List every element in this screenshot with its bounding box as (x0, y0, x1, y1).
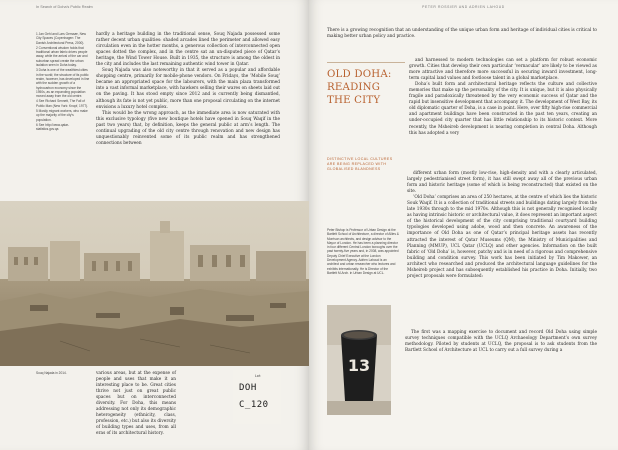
left-bottom-text: various areas, but at the expense of people and uses that make it an interesting place to be. Great cities thrive not just on great public spaces but on interconnected diversity. For Doha, this means addressing not only its demographic heterogeneity (ethnicity, class, profession, etc.) but also its diversity of building types and uses, from all eras of its architectural history. (96, 371, 176, 437)
body-paragraph: ‘Old Doha’ comprises an area of 250 hectares, at the centre of which lies the historic Souk Waqif. It is a collection of traditional streets and buildings dating largely from the late 1930s through to the mid 1970s. Although this is not generally recognised locally as having intrinsic historic or architectural value, it does represent an important aspect of the historical development of the city comprising traditional courtyard building typologies developed using adobe, wood and then concrete. An awareness of the importance of Old Doha as one of Qatar’s principal heritage assets has recently attracted the interest of Qatar Museums (QM), the Ministry of Municipalities and Planning (MMUP), UCL Qatar (UCLQ) and other agencies. Information on the built fabric of ‘Old Doha’ is, however, patchy and is in need of a rigorous and comprehensive building and condition survey. This work has been initiated by Tim Makower, an architect who researched and produced the architectural language guidelines for the Msheireb project and has subsequently established his practice in Doha. Initially, two project proposals were formulated: (407, 195, 597, 279)
body-paragraph: This would be the wrong approach, as the immediate area is now saturated with this exclusive typology (five new boutique hotels have opened in Souq Waqif in the past two years) that, by definition, keeps the general public at arm’s length. The continual upgrading of the old city centre through renovation and new design has unquestionably reinvented some of its public realm and has strengthened connections between (96, 110, 280, 146)
doh-label-line: DOH (239, 383, 257, 393)
doh-label-photo (233, 370, 281, 424)
right-page (309, 0, 618, 450)
right-upper-column (409, 58, 597, 137)
cup-illustration (327, 305, 391, 415)
body-paragraph: The first was a mapping exercise to document and record Old Doha using simple survey techniques compatible with the UCLQ Archaeology Department’s own survey methodology. Piloted by students at UCLQ, the proposal is to ask students from the Bartlett School of Architecture at UCL to carry out a full survey during a (405, 330, 597, 354)
body-paragraph: There is a growing recognition that an understanding of the unique urban form and heritage of individual cities is critical to making better urban policy and practice. (327, 28, 597, 40)
footnote: 2 Conventional wisdom holds that traditional urban fabric drives people away, while the arrival of the car and suburban sprawl create the urban isolation seen in Doha today. (36, 45, 88, 68)
cup-photo (327, 305, 391, 415)
running-head-right: PETER ROSSIER AND ADRIEN LAHOUD (422, 5, 505, 9)
right-top-text (327, 28, 597, 40)
body-paragraph: different urban form (mostly low-rise, high-density and with a clearly articulated, largely pedestrianised street form), it has still swept away all of the previous urban form and historic heritage (some of which is being reconstructed) that existed on the site. (407, 171, 597, 195)
footnote: 5 Mostly migrant workers, who make up the majority of the city’s population. (36, 109, 88, 122)
body-paragraph: Souq Najada was also noteworthy in that it served as a popular and affordable shopping centre, primarily for mobile-phone vendors. On Fridays, the ‘Mobile Souq’ became an appropriated space for the labourers, with the main plaza transformed into a vast informal marketplace, with hawkers selling their wares on sheets laid out on the paving. It has stood empty since 2012 and is currently being dismantled, although its fate is not yet public, more than one proposal circulating on the internet envisions a luxury hotel complex. (96, 68, 280, 110)
footnotes (36, 32, 90, 133)
body-paragraph: and harnessed to modern technologies can set a platform for robust economic growth. Cities that develop their own particular ‘vernacular’ are likely to be viewed as more attractive and therefore more successful in securing inward investment, long-term capital land values and footloose talent in a global marketplace. (409, 58, 597, 82)
left-body-column (96, 32, 280, 147)
footnote: 6 See http://www.qatar-statistics.gov.qa (36, 122, 70, 132)
doh-label-line: C_120 (239, 400, 269, 410)
photo-caption: Souq Najada in 2014. (36, 371, 67, 375)
cup-number: 13 (347, 356, 371, 375)
footnote: 4 See Richard Sennett, The Fall of Public Man (New York: Knopf, 1977). (36, 99, 89, 108)
section-headline: OLD DOHA: READING THE CITY (327, 69, 392, 106)
right-lower-column (407, 171, 597, 280)
author-bio: Peter Bishop is Professor of Urban Design at the Bartlett School of Architecture, a director of Allies & Morrison architects, and design advisor to the Mayor of London. He has been a planning director in four different Central London boroughs over the past twenty-five years and, in 2008, was appointed Deputy Chief Executive at the London Development Agency. Adrien Lahoud is an architect and urban researcher who lectures and exhibits internationally. He is Director of the Bartlett M.Arch. in Urban Design at UCL. (327, 228, 399, 275)
souq-najada-illustration (0, 201, 309, 366)
body-paragraph: hardly a heritage building in the traditional sense, Souq Najada possessed some rather decent urban qualities: shaded arcades lined the perimeter and allowed easy circulation even in the hotter months, a generous collection of interconnected open spaces dotted the complex, and in the centre sat an un-disputed piece of Qatar’s heritage, the Wind Tower House. Built in 1935, the structure is among the oldest in the city and includes the last remaining authentic wind tower in Qatar. (96, 32, 280, 68)
doh-top-label: Lot (255, 374, 261, 378)
footnote: 3 Doha is one of the wealthiest cities in the world; the structure of its public realm, however, has developed in line with the sudden growth of a hydrocarbon economy since the 1950s, as an expanding population moved away from the old centre. (36, 68, 90, 99)
running-head-left: In Search of Doha’s Public Realm (36, 5, 93, 9)
pull-quote: DISTINCTIVE LOCAL CULTURES ARE BEING REPLACED WITH GLOBALISED BLANDNESS (327, 157, 393, 172)
body-paragraph: Doha’s built form and architectural heritage reflects the culture and collective memories that make up the personality of the city. It is unique, but it is also physically fragile and paradoxically threatened by the very economic success of Qatar and the rapid but insensitive development that accompany it. The development of West Bay, its old diplomatic quarter of Doha, is a case in point. Here, over fifty high-rise commercial and apartment buildings have been constructed in the past ten years, creating an under-occupied city quarter that has little relationship to its historic context. More recently, the Msheireb development is nearing completion in central Doha. Although this has adopted a very (409, 82, 597, 136)
right-bottom-column (405, 330, 597, 354)
footnote: 1 Jan Gehl and Lars Gemzøe, New City Spaces (Copenhagen: The Danish Architectural Press, 2000). (36, 32, 86, 45)
souq-najada-photo (0, 201, 309, 366)
headline-rule (327, 62, 405, 63)
